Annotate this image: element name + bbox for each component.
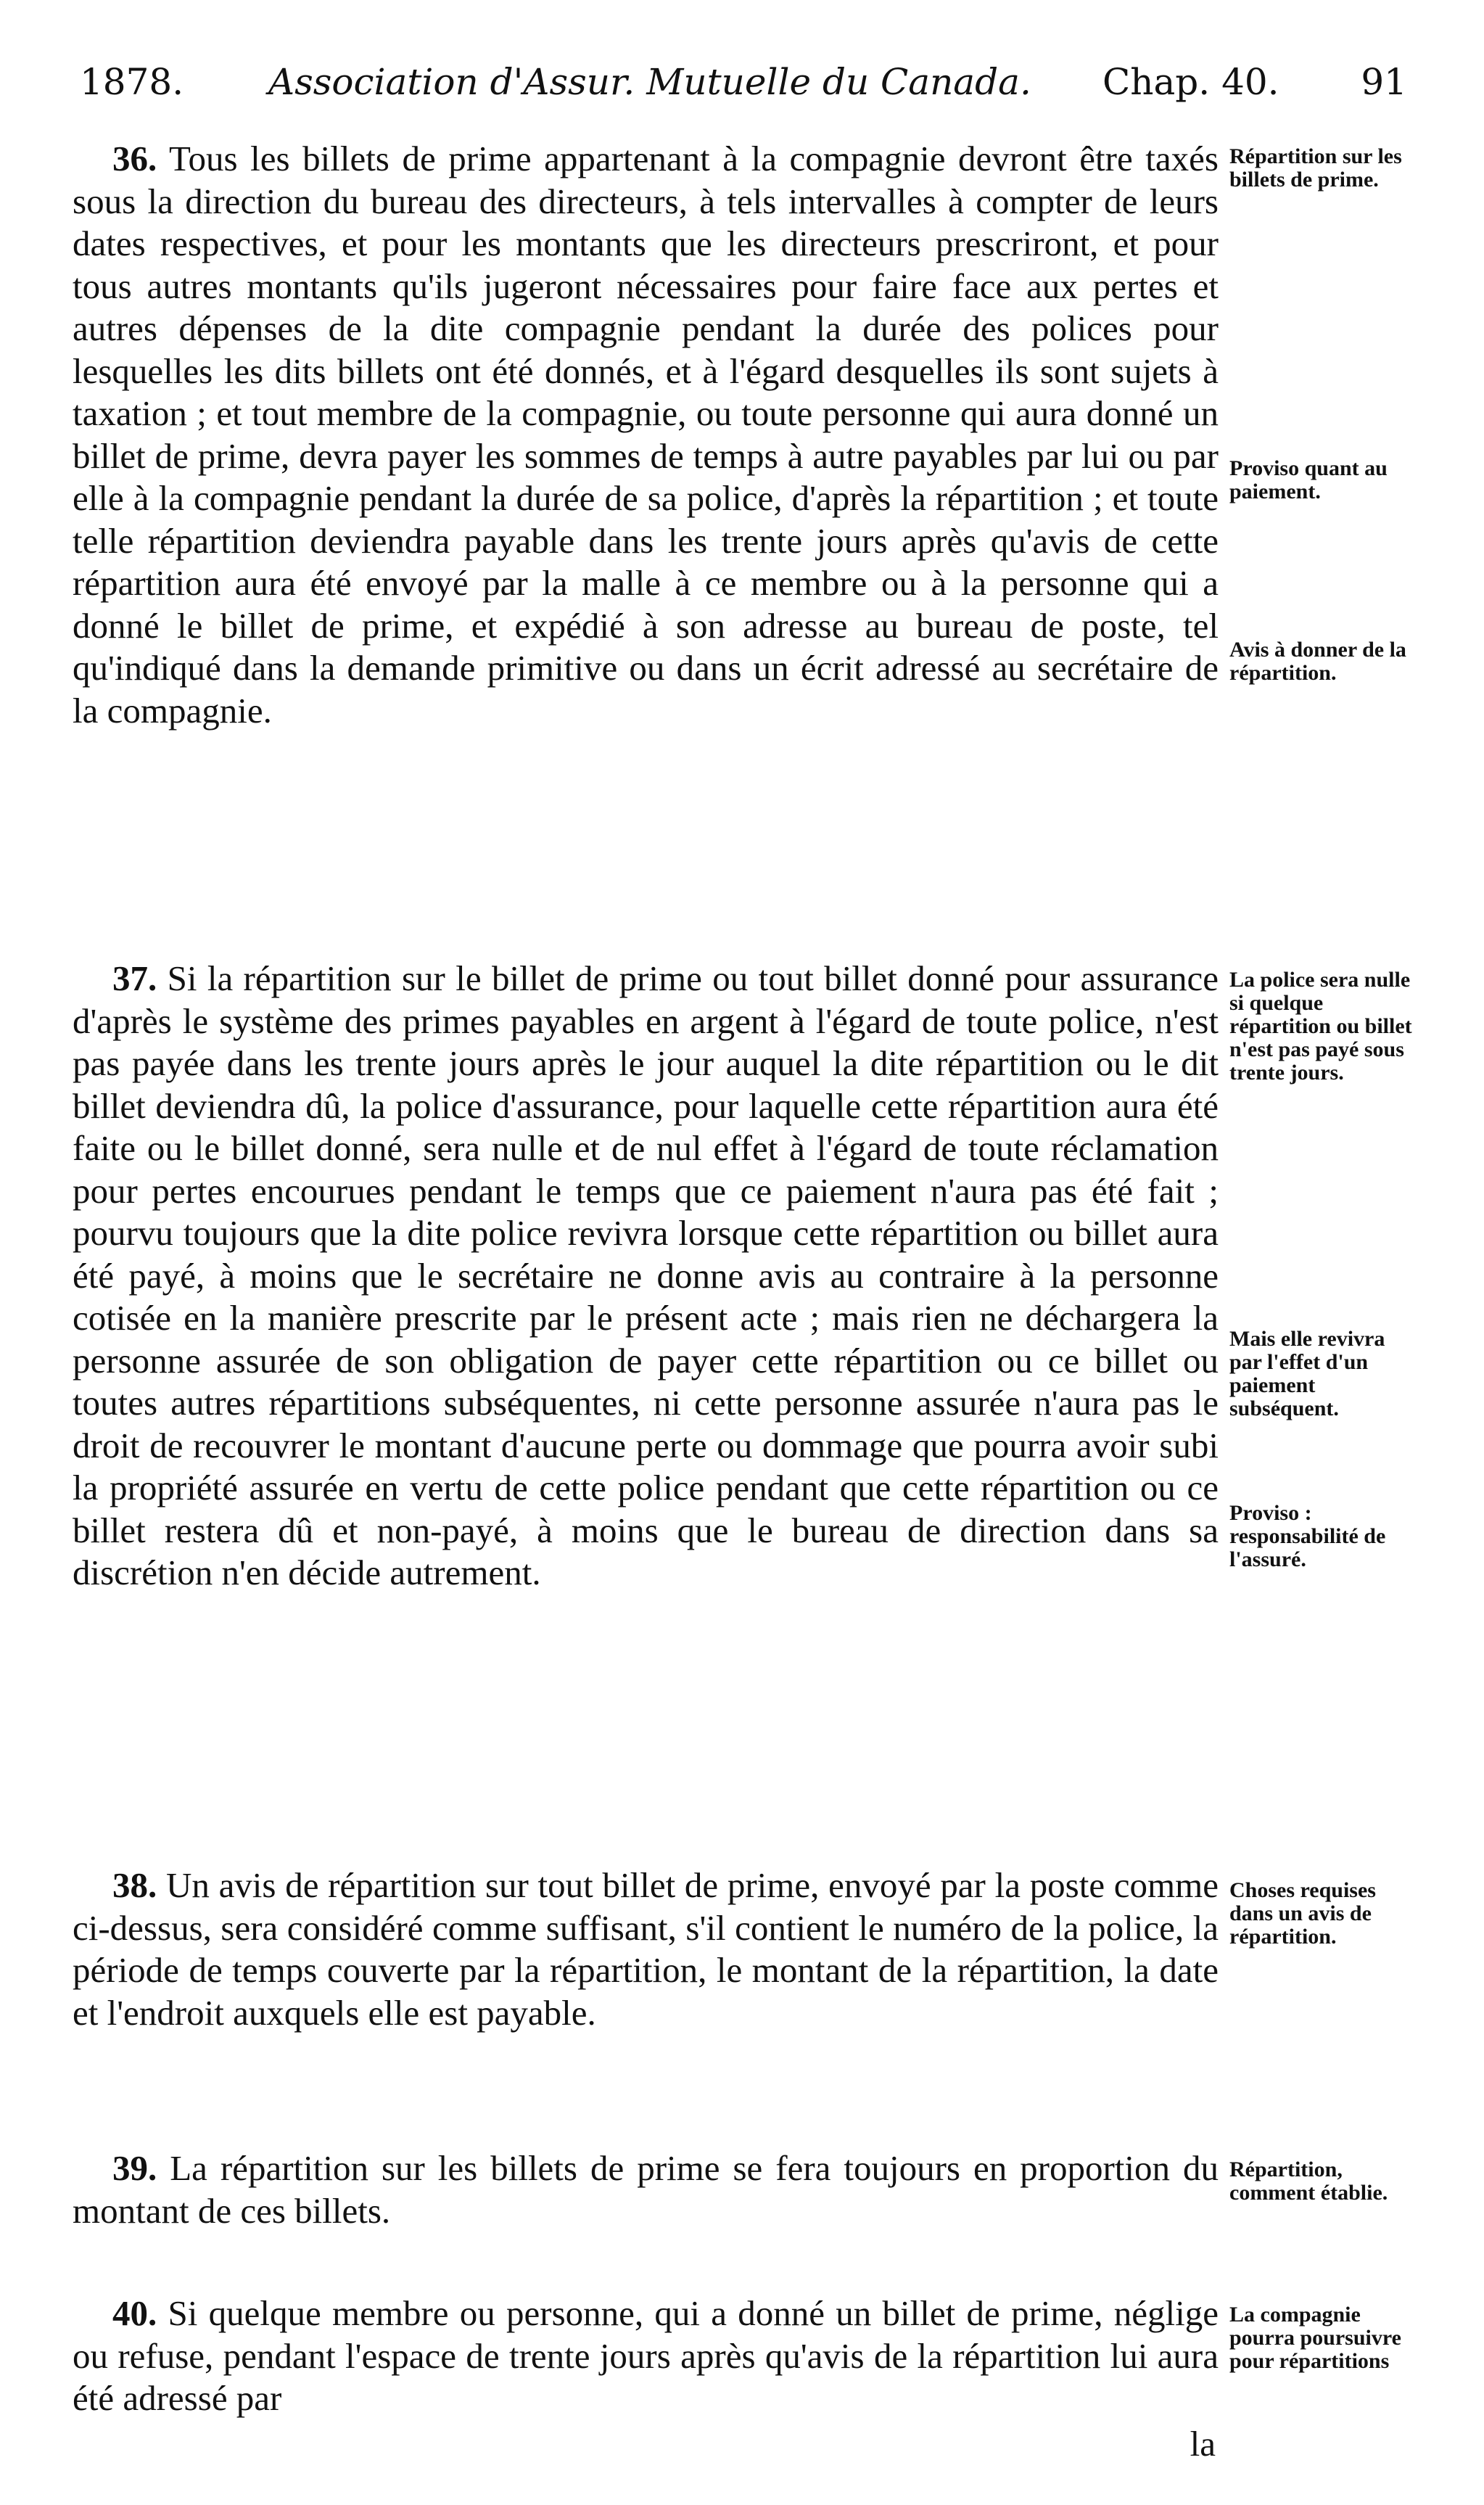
header-chapter: Chap. 40.: [1102, 61, 1279, 103]
running-header: [80, 57, 1407, 107]
margin-note: Proviso quant au paiement.: [1229, 456, 1388, 503]
margin-note: Répartition, comment établie.: [1229, 2158, 1388, 2205]
page-number: 91: [1361, 61, 1407, 103]
section-number: 37.: [112, 958, 157, 998]
header-year: 1878.: [80, 61, 184, 103]
section-number: 39.: [112, 2148, 157, 2188]
section-paragraph: [73, 958, 1219, 1595]
section-37: [73, 958, 1219, 1595]
section-paragraph: [73, 2147, 1219, 2232]
section-number: 40.: [112, 2293, 157, 2333]
section-text: Un avis de répartition sur tout billet de prime, envoyé par la poste comme ci-dessus, sera considéré comme suffisant, s'il contient le numéro de la police, la période de temps couverte par la répartition, le montant de la répartition, la date et l'endroit auxquels elle est payable.: [73, 1865, 1219, 2033]
margin-note: La compagnie pourra poursuivre pour répartitions: [1229, 2303, 1401, 2373]
section-40: [73, 2292, 1219, 2420]
section-number: 36.: [112, 139, 157, 178]
section-number: 38.: [112, 1865, 157, 1905]
section-text: Si quelque membre ou personne, qui a donné un billet de prime, néglige ou refuse, pendant l'espace de trente jours après qu'avis de la répartition lui aura été adressé par: [73, 2293, 1219, 2418]
margin-note: Répartition sur les billets de prime.: [1229, 144, 1402, 192]
header-title: Association d'Assur. Mutuelle du Canada.: [268, 61, 1031, 103]
section-38: [73, 1864, 1219, 2034]
margin-note: Mais elle revivra par l'effet d'un paiement subséquent.: [1229, 1327, 1385, 1420]
margin-note: La police sera nulle si quelque répartition ou billet n'est pas payé sous trente jours.: [1229, 968, 1412, 1085]
section-text: La répartition sur les billets de prime se fera toujours en proportion du montant de ces billets.: [73, 2148, 1219, 2231]
section-paragraph: [73, 2292, 1219, 2420]
section-39: [73, 2147, 1219, 2232]
catchword: la: [1190, 2424, 1216, 2464]
section-text: Tous les billets de prime appartenant à la compagnie devront être taxés sous la direction du bureau des directeurs, à tels intervalles à compter de leurs dates respectives, et pour les montants que les directeurs prescriront, et pour tous autres montants qu'ils jugeront nécessaires pour faire face aux pertes et autres dépenses de la dite compagnie pendant la durée des polices pour lesquelles les dits billets ont été donnés, et à l'égard desquelles ils sont sujets à taxation ; et tout membre de la compagnie, ou toute personne qui aura donné un billet de prime, devra payer les sommes de temps à autre payables par lui ou par elle à la compagnie pendant la durée de sa police, d'après la répartition ; et toute telle répartition deviendra payable dans les trente jours après qu'avis de cette répartition aura été envoyé par la malle à ce membre ou à la personne qui a donné le billet de prime, et expédié à son adresse au bureau de poste, tel qu'indiqué dans la demande primitive ou dans un écrit adressé au secrétaire de la compagnie.: [73, 139, 1219, 731]
margin-note: Proviso : responsabilité de l'assuré.: [1229, 1501, 1386, 1571]
section-text: Si la répartition sur le billet de prime ou tout billet donné pour assurance d'après le système des primes payables en argent à l'égard de toute police, n'est pas payée dans les trente jours après le jour auquel la dite répartition ou le dit billet deviendra dû, la police d'assurance, pour laquelle cette répartition aura été faite ou le billet donné, sera nulle et de nul effet à l'égard de toute réclamation pour pertes encourues pendant le temps que ce paiement n'aura pas été fait ; pourvu toujours que la dite police revivra lorsque cette répartition ou billet aura été payé, à moins que le secrétaire ne donne avis au contraire à la personne cotisée en la manière prescrite par le présent acte ; mais rien ne déchargera la personne assurée de son obligation de payer cette répartition ou ce billet ou toutes autres répartitions subséquentes, ni cette personne assurée n'aura pas le droit de recouvrer le montant d'aucune perte ou dommage que pourra avoir subi la propriété assurée en vertu de cette police pendant que cette répartition ou ce billet restera dû et non-payé, à moins que le bureau de direction dans sa discrétion n'en décide autrement.: [73, 958, 1219, 1592]
section-paragraph: [73, 1864, 1219, 2034]
margin-note: Choses requises dans un avis de répartition.: [1229, 1878, 1376, 1949]
section-paragraph: [73, 138, 1219, 732]
margin-note: Avis à donner de la répartition.: [1229, 638, 1406, 685]
section-36: [73, 138, 1219, 732]
